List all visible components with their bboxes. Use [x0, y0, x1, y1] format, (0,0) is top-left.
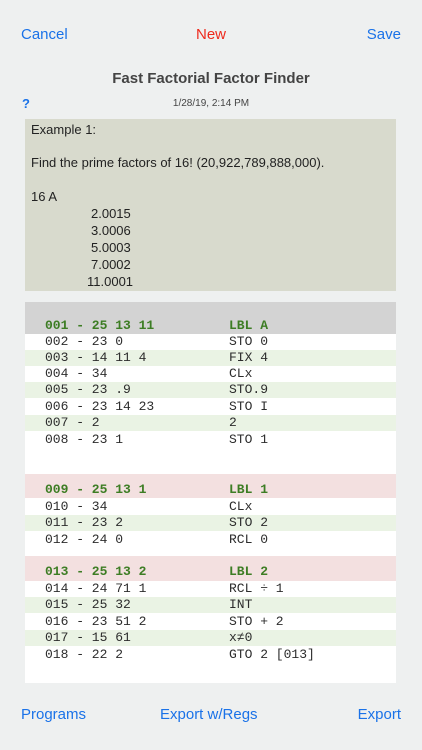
step-code: 001 - 25 13 11	[45, 318, 155, 333]
listing-row[interactable]	[25, 482, 396, 498]
step-code: 018 - 22 2	[45, 647, 124, 662]
step-code: 016 - 23 51 2	[45, 614, 147, 629]
listing-row[interactable]	[25, 399, 396, 415]
step-code: 017 - 15 61	[45, 630, 131, 645]
listing-row[interactable]	[25, 597, 396, 613]
step-instruction: 2	[229, 415, 237, 430]
notes-line: 3.0006	[91, 223, 131, 238]
program-listing[interactable]	[25, 302, 396, 683]
listing-row[interactable]	[25, 366, 396, 382]
listing-row[interactable]	[25, 647, 396, 663]
notes-line: Example 1:	[31, 122, 97, 137]
listing-row[interactable]	[25, 382, 396, 398]
listing-row[interactable]	[25, 564, 396, 580]
step-instruction: x≠0	[229, 630, 253, 645]
step-code: 004 - 34	[45, 366, 108, 381]
notes-line: 16 A	[31, 189, 58, 204]
step-code: 015 - 25 32	[45, 597, 131, 612]
step-code: 008 - 23 1	[45, 432, 124, 447]
step-instruction: RCL ÷ 1	[229, 581, 284, 596]
listing-row[interactable]	[25, 318, 396, 334]
step-instruction: LBL A	[229, 318, 269, 333]
step-code: 012 - 24 0	[45, 532, 124, 547]
program-title[interactable]: Fast Factorial Factor Finder	[112, 70, 310, 87]
notes-line: 2.0015	[91, 206, 131, 221]
step-code: 013 - 25 13 2	[45, 564, 147, 579]
listing-row[interactable]	[25, 614, 396, 630]
listing-row[interactable]	[25, 581, 396, 597]
programs-button[interactable]: Programs	[21, 706, 87, 723]
export-button[interactable]: Export	[357, 706, 401, 723]
step-code: 002 - 23 0	[45, 334, 124, 349]
listing-row[interactable]	[25, 515, 396, 531]
step-instruction: STO 0	[229, 334, 269, 349]
listing-row[interactable]	[25, 350, 396, 366]
step-instruction: STO I	[229, 399, 269, 414]
bottom-toolbar	[0, 700, 422, 730]
step-code: 014 - 24 71 1	[45, 581, 147, 596]
listing-row[interactable]	[25, 415, 396, 431]
step-instruction: FIX 4	[229, 350, 269, 365]
step-instruction: STO 1	[229, 432, 269, 447]
step-code: 009 - 25 13 1	[45, 482, 147, 497]
save-button[interactable]: Save	[366, 26, 401, 43]
step-code: 005 - 23 .9	[45, 382, 131, 397]
notes-line: 5.0003	[91, 240, 131, 255]
help-icon[interactable]: ?	[22, 96, 30, 111]
notes-line: Find the prime factors of 16! (20,922,789,888,000).	[31, 155, 325, 170]
step-instruction: STO 2	[229, 515, 269, 530]
step-instruction: CLx	[229, 499, 253, 514]
step-instruction: LBL 2	[229, 564, 269, 579]
export-with-registers-button[interactable]: Export w/Regs	[160, 706, 258, 723]
step-instruction: LBL 1	[229, 482, 269, 497]
step-instruction: CLx	[229, 366, 253, 381]
notes-line: 11.0001	[87, 274, 134, 289]
listing-row[interactable]	[25, 499, 396, 515]
step-code: 006 - 23 14 23	[45, 399, 155, 414]
program-date: 1/28/19, 2:14 PM	[172, 98, 250, 109]
program-notes[interactable]	[25, 119, 396, 291]
step-instruction: INT	[229, 597, 253, 612]
listing-row[interactable]	[25, 334, 396, 350]
step-instruction: STO.9	[229, 382, 269, 397]
step-code: 003 - 14 11 4	[45, 350, 147, 365]
navigation-bar	[0, 0, 422, 70]
step-code: 010 - 34	[45, 499, 108, 514]
new-button[interactable]: New	[195, 26, 226, 43]
notes-line: 7.0002	[91, 257, 131, 272]
listing-row[interactable]	[25, 432, 396, 448]
step-code: 011 - 23 2	[45, 515, 124, 530]
cancel-button[interactable]: Cancel	[21, 26, 68, 43]
step-instruction: STO + 2	[229, 614, 284, 629]
listing-row[interactable]	[25, 630, 396, 646]
listing-row[interactable]	[25, 532, 396, 548]
step-code: 007 - 2	[45, 415, 100, 430]
step-instruction: GTO 2 [013]	[229, 647, 315, 662]
step-instruction: RCL 0	[229, 532, 269, 547]
